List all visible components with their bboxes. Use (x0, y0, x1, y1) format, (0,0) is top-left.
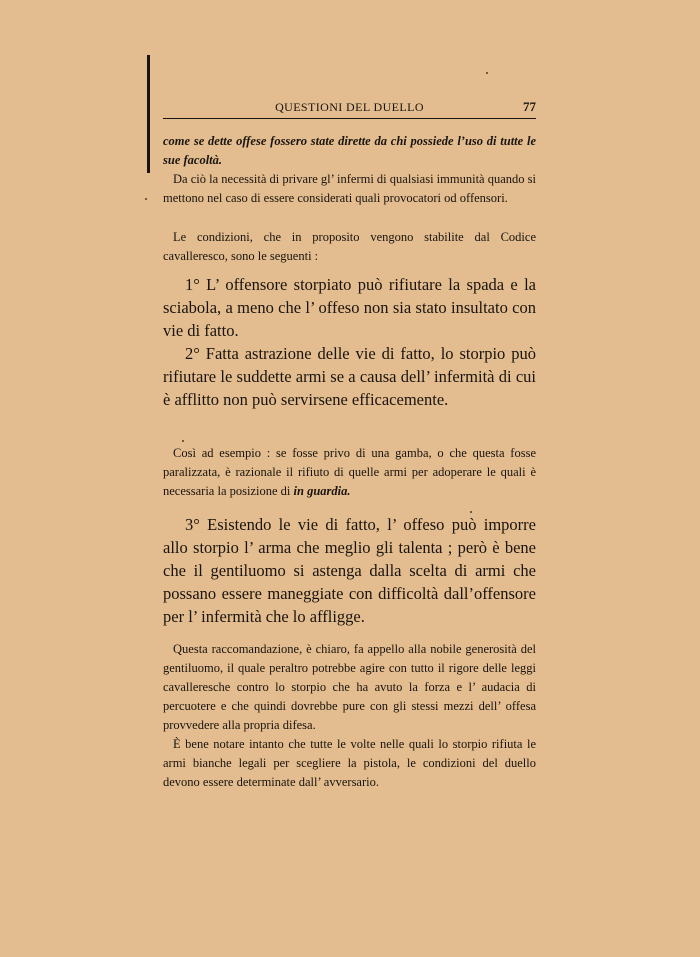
margin-speck (486, 72, 488, 74)
margin-speck (145, 198, 147, 200)
example-paragraph (163, 444, 536, 501)
margin-rule (147, 55, 150, 173)
example-text: Così ad esempio : se fosse privo di una gamba, o che questa fosse paralizzata, è razionale il rifiuto di quelle armi per adoperare le quali è necessaria la posizione di (163, 446, 536, 498)
page-header (163, 98, 536, 118)
paragraph: Questa raccomandazione, è chiaro, fa appello alla nobile generosità del gentiluomo, il quale peraltro potrebbe agire con tutto il rigore delle leggi cavalleresche contro lo storpio che ha avuto la forza e l’ audacia di percuotere e che quindi dovrebbe pure con gli stessi mezzi dell’ offesa provvedere alla propria difesa. (163, 642, 536, 732)
rule-3: 3° Esistendo le vie di fatto, l’ offeso può imporre allo storpio l’ arma che meglio gli talenta ; però è bene che il gentiluomo si astenga dalla scelta di armi che possano essere maneggiate con difficoltà dall’offensore per l’ infermità che lo affligge. (163, 515, 536, 626)
paragraph: Da ciò la necessità di privare gl’ infermi di qualsiasi immunità quando si mettono nel caso di essere considerati quali provocatori od offensori. (163, 172, 536, 205)
rule-2: 2° Fatta astrazione delle vie di fatto, lo storpio può rifiutare le suddette armi se a causa dell’ infermità di cui è afflitto non può servirsene efficacemente. (163, 344, 536, 409)
margin-speck (182, 440, 184, 442)
running-head: QUESTIONI DEL DUELLO (275, 100, 424, 114)
paragraph: Le condizioni, che in proposito vengono stabilite dal Codice cavalleresco, sono le seguenti : (163, 230, 536, 263)
paragraph-continued-italic: come se dette offese fossero state dirette da chi possiede l’uso di tutte le sue facoltà. (163, 134, 536, 167)
header-rule (163, 118, 536, 119)
rule-1: 1° L’ offensore storpiato può rifiutare la spada e la sciabola, a meno che l’ offeso non sia stato insultato con vie di fatto. (163, 275, 536, 340)
example-emphasis: in guardia. (293, 484, 351, 498)
page-number: 77 (523, 99, 536, 114)
paragraph: È bene notare intanto che tutte le volte nelle quali lo storpio rifiuta le armi bianche legali per scegliere la pistola, le condizioni del duello devono essere determinate dall’ avversario. (163, 737, 536, 789)
